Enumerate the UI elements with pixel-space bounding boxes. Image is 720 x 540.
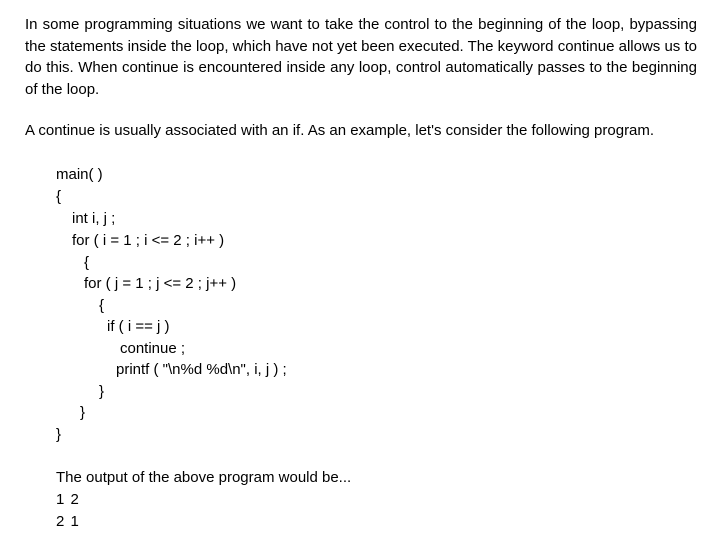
- code-line: {: [56, 188, 62, 205]
- code-line: }: [99, 383, 105, 400]
- code-line: {: [84, 254, 90, 271]
- code-line: {: [99, 297, 105, 314]
- code-line: continue ;: [120, 340, 186, 357]
- paragraph-2-text-b: is usually associated with an: [95, 122, 293, 139]
- output-intro: The output of the above program would be...: [56, 469, 352, 486]
- code-line: }: [80, 404, 86, 421]
- paragraph-2-text-a: A: [25, 122, 39, 139]
- paragraph-continue-if: [25, 120, 697, 142]
- code-line: }: [56, 426, 62, 443]
- keyword-continue: continue: [38, 122, 96, 139]
- keyword-if: if: [292, 122, 301, 139]
- keyword-continue: continue: [121, 59, 179, 76]
- paragraph-continue-intro: [25, 14, 697, 100]
- keyword-continue: continue: [557, 37, 615, 55]
- paragraph-1-text-a: In some programming situations we want to take the control to the beginning of the loop, bypassing the statements inside the loop, which have not yet been executed. The keyword: [25, 16, 697, 55]
- code-line: for ( i = 1 ; i <= 2 ; i++ ): [72, 232, 225, 249]
- output-line: 2 1: [56, 513, 80, 530]
- code-line: for ( j = 1 ; j <= 2 ; j++ ): [84, 275, 237, 292]
- code-line: main( ): [56, 166, 103, 183]
- output-line: 1 2: [56, 491, 80, 508]
- code-line: int i, j ;: [72, 210, 116, 227]
- code-line: if ( i == j ): [107, 318, 170, 335]
- paragraph-1-text-b: allows us to do this. When: [25, 37, 697, 76]
- paragraph-2-text-c: . As an example, let's consider the following program.: [300, 122, 655, 139]
- paragraph-1-text-c: is encountered inside any loop, control automatically passes to the beginning of the loop.: [25, 59, 697, 98]
- code-line: printf ( "\n%d %d\n", i, j ) ;: [116, 361, 287, 378]
